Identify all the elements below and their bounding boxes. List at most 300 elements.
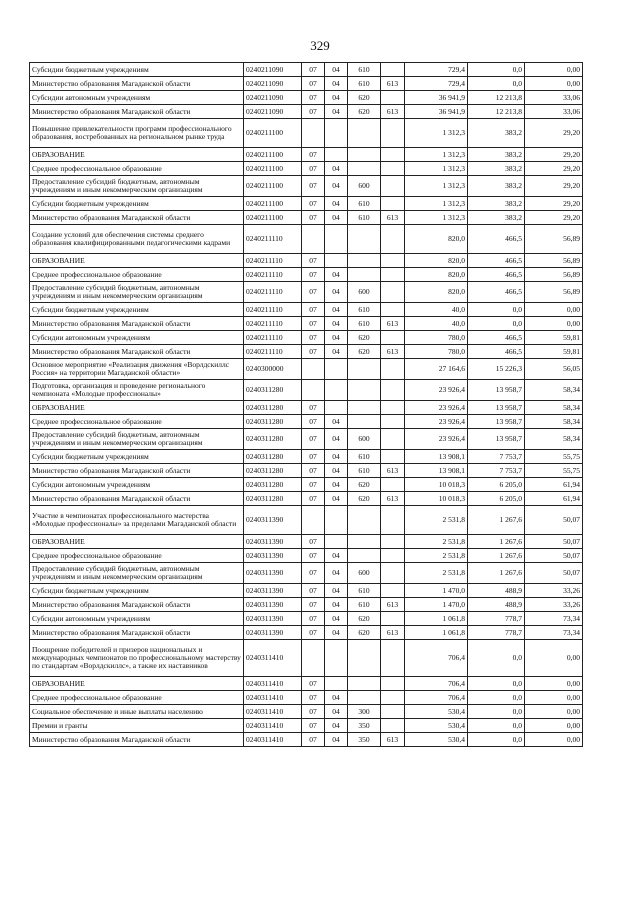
executed-amount-cell: 383,2 <box>468 197 525 211</box>
planned-amount-cell: 23 926,4 <box>405 429 468 450</box>
target-code-cell: 0240311390 <box>244 506 302 535</box>
subsection-code-cell <box>325 640 348 677</box>
expense-type-cell: 620 <box>348 345 381 359</box>
execution-percent-cell: 0,00 <box>525 705 583 719</box>
expense-type-cell <box>348 119 381 148</box>
target-code-cell: 0240211100 <box>244 162 302 176</box>
executed-amount-cell: 0,0 <box>468 677 525 691</box>
table-row <box>30 719 583 733</box>
page-number: 329 <box>310 38 330 53</box>
target-code-cell: 0240311390 <box>244 612 302 626</box>
execution-percent-cell: 50,07 <box>525 549 583 563</box>
table-row <box>30 563 583 584</box>
table-row <box>30 359 583 380</box>
administrator-code-cell <box>381 450 405 464</box>
target-code-cell: 0240311410 <box>244 705 302 719</box>
expense-type-cell: 600 <box>348 429 381 450</box>
execution-percent-cell: 56,05 <box>525 359 583 380</box>
execution-percent-cell: 56,89 <box>525 254 583 268</box>
section-code-cell: 07 <box>302 492 325 506</box>
target-code-cell: 0240311280 <box>244 380 302 401</box>
administrator-code-cell <box>381 148 405 162</box>
subsection-code-cell: 04 <box>325 464 348 478</box>
target-code-cell: 0240211100 <box>244 176 302 197</box>
executed-amount-cell: 0,0 <box>468 317 525 331</box>
execution-percent-cell: 56,89 <box>525 225 583 254</box>
item-name-cell: Субсидии автономным учреждениям <box>30 91 244 105</box>
item-name-cell: Предоставление субсидий бюджетным, автономным учреждениям и иным некоммерческим организациям <box>30 429 244 450</box>
planned-amount-cell: 820,0 <box>405 254 468 268</box>
executed-amount-cell: 466,5 <box>468 225 525 254</box>
administrator-code-cell <box>381 225 405 254</box>
item-name-cell: Повышение привлекательности программ профессионального образования, востребованных на региональном рынке труда <box>30 119 244 148</box>
section-code-cell: 07 <box>302 317 325 331</box>
item-name-cell: Министерство образования Магаданской области <box>30 733 244 747</box>
executed-amount-cell: 488,9 <box>468 584 525 598</box>
subsection-code-cell: 04 <box>325 345 348 359</box>
administrator-code-cell <box>381 640 405 677</box>
subsection-code-cell: 04 <box>325 584 348 598</box>
subsection-code-cell: 04 <box>325 176 348 197</box>
table-row <box>30 148 583 162</box>
table-row <box>30 176 583 197</box>
target-code-cell: 0240311410 <box>244 677 302 691</box>
executed-amount-cell: 15 226,3 <box>468 359 525 380</box>
executed-amount-cell: 488,9 <box>468 598 525 612</box>
planned-amount-cell: 780,0 <box>405 331 468 345</box>
executed-amount-cell: 13 958,7 <box>468 401 525 415</box>
table-row <box>30 63 583 77</box>
section-code-cell: 07 <box>302 211 325 225</box>
target-code-cell: 0240311410 <box>244 733 302 747</box>
planned-amount-cell: 1 312,3 <box>405 197 468 211</box>
target-code-cell: 0240311390 <box>244 584 302 598</box>
table-row <box>30 705 583 719</box>
table-row <box>30 733 583 747</box>
planned-amount-cell: 40,0 <box>405 303 468 317</box>
administrator-code-cell <box>381 506 405 535</box>
execution-percent-cell: 50,07 <box>525 563 583 584</box>
subsection-code-cell: 04 <box>325 705 348 719</box>
administrator-code-cell <box>381 612 405 626</box>
section-code-cell: 07 <box>302 677 325 691</box>
expense-type-cell <box>348 506 381 535</box>
subsection-code-cell: 04 <box>325 492 348 506</box>
target-code-cell: 0240311390 <box>244 626 302 640</box>
expense-type-cell <box>348 359 381 380</box>
target-code-cell: 0240211110 <box>244 331 302 345</box>
execution-percent-cell: 58,34 <box>525 429 583 450</box>
section-code-cell: 07 <box>302 691 325 705</box>
planned-amount-cell: 23 926,4 <box>405 380 468 401</box>
subsection-code-cell: 04 <box>325 211 348 225</box>
executed-amount-cell: 0,0 <box>468 691 525 705</box>
expense-type-cell: 620 <box>348 492 381 506</box>
executed-amount-cell: 0,0 <box>468 303 525 317</box>
administrator-code-cell: 613 <box>381 211 405 225</box>
section-code-cell: 07 <box>302 464 325 478</box>
executed-amount-cell: 383,2 <box>468 148 525 162</box>
subsection-code-cell: 04 <box>325 612 348 626</box>
item-name-cell: Основное мероприятие «Реализация движения «Ворлдскиллс Россия» на территории Магаданской области» <box>30 359 244 380</box>
table-row <box>30 677 583 691</box>
section-code-cell <box>302 506 325 535</box>
section-code-cell: 07 <box>302 331 325 345</box>
table-row <box>30 626 583 640</box>
planned-amount-cell: 780,0 <box>405 345 468 359</box>
executed-amount-cell: 1 267,6 <box>468 506 525 535</box>
target-code-cell: 0240311410 <box>244 719 302 733</box>
table-row <box>30 303 583 317</box>
section-code-cell: 07 <box>302 612 325 626</box>
expense-type-cell: 620 <box>348 478 381 492</box>
item-name-cell: Социальное обеспечение и иные выплаты населению <box>30 705 244 719</box>
expense-type-cell: 600 <box>348 282 381 303</box>
subsection-code-cell: 04 <box>325 691 348 705</box>
section-code-cell: 07 <box>302 549 325 563</box>
item-name-cell: Субсидии автономным учреждениям <box>30 612 244 626</box>
section-code-cell: 07 <box>302 415 325 429</box>
administrator-code-cell: 613 <box>381 733 405 747</box>
target-code-cell: 0240311280 <box>244 450 302 464</box>
target-code-cell: 0240211100 <box>244 211 302 225</box>
execution-percent-cell: 0,00 <box>525 733 583 747</box>
execution-percent-cell: 58,34 <box>525 401 583 415</box>
subsection-code-cell: 04 <box>325 77 348 91</box>
administrator-code-cell <box>381 91 405 105</box>
expense-type-cell <box>348 549 381 563</box>
planned-amount-cell: 1 312,3 <box>405 176 468 197</box>
subsection-code-cell: 04 <box>325 162 348 176</box>
table-row <box>30 450 583 464</box>
table-row <box>30 691 583 705</box>
administrator-code-cell <box>381 705 405 719</box>
table-row <box>30 535 583 549</box>
planned-amount-cell: 820,0 <box>405 268 468 282</box>
subsection-code-cell <box>325 535 348 549</box>
executed-amount-cell: 0,0 <box>468 640 525 677</box>
item-name-cell: ОБРАЗОВАНИЕ <box>30 254 244 268</box>
execution-percent-cell: 0,00 <box>525 77 583 91</box>
subsection-code-cell: 04 <box>325 598 348 612</box>
item-name-cell: Среднее профессиональное образование <box>30 549 244 563</box>
subsection-code-cell <box>325 254 348 268</box>
administrator-code-cell <box>381 549 405 563</box>
expense-type-cell <box>348 380 381 401</box>
expense-type-cell: 620 <box>348 91 381 105</box>
planned-amount-cell: 13 908,1 <box>405 450 468 464</box>
expense-type-cell <box>348 415 381 429</box>
planned-amount-cell: 729,4 <box>405 77 468 91</box>
subsection-code-cell: 04 <box>325 63 348 77</box>
table-row <box>30 492 583 506</box>
table-row <box>30 91 583 105</box>
expense-type-cell: 620 <box>348 626 381 640</box>
expense-type-cell: 610 <box>348 464 381 478</box>
item-name-cell: Поощрение победителей и призеров национальных и международных чемпионатов по профессиональному мастерству по стандартам «Ворлдскиллс», а также их наставников <box>30 640 244 677</box>
section-code-cell: 07 <box>302 63 325 77</box>
item-name-cell: Министерство образования Магаданской области <box>30 464 244 478</box>
execution-percent-cell: 56,89 <box>525 282 583 303</box>
table-row <box>30 584 583 598</box>
table-row <box>30 211 583 225</box>
subsection-code-cell <box>325 677 348 691</box>
target-code-cell: 0240211090 <box>244 63 302 77</box>
section-code-cell: 07 <box>302 105 325 119</box>
section-code-cell: 07 <box>302 254 325 268</box>
table-row <box>30 225 583 254</box>
item-name-cell: Субсидии бюджетным учреждениям <box>30 584 244 598</box>
table-row <box>30 105 583 119</box>
table-row <box>30 331 583 345</box>
execution-percent-cell: 50,07 <box>525 506 583 535</box>
item-name-cell: Субсидии бюджетным учреждениям <box>30 63 244 77</box>
expense-type-cell: 300 <box>348 705 381 719</box>
execution-percent-cell: 61,94 <box>525 492 583 506</box>
execution-percent-cell: 33,06 <box>525 105 583 119</box>
expense-type-cell <box>348 254 381 268</box>
section-code-cell: 07 <box>302 148 325 162</box>
subsection-code-cell: 04 <box>325 415 348 429</box>
administrator-code-cell <box>381 282 405 303</box>
administrator-code-cell <box>381 268 405 282</box>
subsection-code-cell: 04 <box>325 303 348 317</box>
planned-amount-cell: 1 312,3 <box>405 148 468 162</box>
subsection-code-cell <box>325 380 348 401</box>
target-code-cell: 0240311280 <box>244 492 302 506</box>
target-code-cell: 0240211100 <box>244 197 302 211</box>
section-code-cell: 07 <box>302 563 325 584</box>
subsection-code-cell <box>325 119 348 148</box>
section-code-cell: 07 <box>302 535 325 549</box>
planned-amount-cell: 1 470,0 <box>405 584 468 598</box>
planned-amount-cell: 820,0 <box>405 225 468 254</box>
target-code-cell: 0240311280 <box>244 429 302 450</box>
administrator-code-cell <box>381 63 405 77</box>
execution-percent-cell: 33,06 <box>525 91 583 105</box>
subsection-code-cell: 04 <box>325 91 348 105</box>
target-code-cell: 0240211110 <box>244 282 302 303</box>
administrator-code-cell <box>381 478 405 492</box>
executed-amount-cell: 7 753,7 <box>468 450 525 464</box>
target-code-cell: 0240211110 <box>244 317 302 331</box>
item-name-cell: Среднее профессиональное образование <box>30 268 244 282</box>
administrator-code-cell: 613 <box>381 598 405 612</box>
executed-amount-cell: 13 958,7 <box>468 380 525 401</box>
planned-amount-cell: 729,4 <box>405 63 468 77</box>
executed-amount-cell: 13 958,7 <box>468 415 525 429</box>
section-code-cell: 07 <box>302 303 325 317</box>
administrator-code-cell <box>381 584 405 598</box>
executed-amount-cell: 12 213,8 <box>468 91 525 105</box>
executed-amount-cell: 1 267,6 <box>468 535 525 549</box>
executed-amount-cell: 0,0 <box>468 733 525 747</box>
executed-amount-cell: 1 267,6 <box>468 549 525 563</box>
expense-type-cell <box>348 225 381 254</box>
administrator-code-cell <box>381 563 405 584</box>
executed-amount-cell: 1 267,6 <box>468 563 525 584</box>
execution-percent-cell: 73,34 <box>525 626 583 640</box>
subsection-code-cell <box>325 359 348 380</box>
administrator-code-cell <box>381 380 405 401</box>
table-row <box>30 464 583 478</box>
executed-amount-cell: 778,7 <box>468 626 525 640</box>
administrator-code-cell <box>381 331 405 345</box>
table-row <box>30 429 583 450</box>
planned-amount-cell: 36 941,9 <box>405 91 468 105</box>
table-row <box>30 254 583 268</box>
table-row <box>30 345 583 359</box>
subsection-code-cell: 04 <box>325 733 348 747</box>
execution-percent-cell: 61,94 <box>525 478 583 492</box>
execution-percent-cell: 0,00 <box>525 719 583 733</box>
section-code-cell <box>302 225 325 254</box>
planned-amount-cell: 530,4 <box>405 719 468 733</box>
administrator-code-cell <box>381 197 405 211</box>
section-code-cell: 07 <box>302 91 325 105</box>
section-code-cell: 07 <box>302 282 325 303</box>
item-name-cell: Министерство образования Магаданской области <box>30 211 244 225</box>
table-row <box>30 380 583 401</box>
subsection-code-cell <box>325 506 348 535</box>
item-name-cell: Субсидии автономным учреждениям <box>30 478 244 492</box>
executed-amount-cell: 7 753,7 <box>468 464 525 478</box>
table-row <box>30 401 583 415</box>
administrator-code-cell <box>381 415 405 429</box>
executed-amount-cell: 466,5 <box>468 254 525 268</box>
administrator-code-cell <box>381 677 405 691</box>
target-code-cell: 0240311280 <box>244 415 302 429</box>
expense-type-cell: 610 <box>348 317 381 331</box>
target-code-cell: 0240211110 <box>244 345 302 359</box>
expense-type-cell: 600 <box>348 563 381 584</box>
target-code-cell: 0240211110 <box>244 225 302 254</box>
subsection-code-cell <box>325 401 348 415</box>
execution-percent-cell: 0,00 <box>525 691 583 705</box>
table-row <box>30 506 583 535</box>
expense-type-cell: 610 <box>348 598 381 612</box>
section-code-cell: 07 <box>302 719 325 733</box>
table-body <box>30 63 583 747</box>
planned-amount-cell: 10 018,3 <box>405 492 468 506</box>
target-code-cell: 0240311410 <box>244 640 302 677</box>
section-code-cell <box>302 359 325 380</box>
planned-amount-cell: 1 312,3 <box>405 119 468 148</box>
subsection-code-cell <box>325 148 348 162</box>
section-code-cell: 07 <box>302 197 325 211</box>
item-name-cell: Предоставление субсидий бюджетным, автономным учреждениям и иным некоммерческим организациям <box>30 282 244 303</box>
execution-percent-cell: 29,20 <box>525 162 583 176</box>
planned-amount-cell: 2 531,8 <box>405 563 468 584</box>
item-name-cell: Участие в чемпионатах профессионального мастерства «Молодые профессионалы» за пределами Магаданской области <box>30 506 244 535</box>
expense-type-cell: 350 <box>348 733 381 747</box>
expense-type-cell: 620 <box>348 105 381 119</box>
execution-percent-cell: 33,26 <box>525 598 583 612</box>
planned-amount-cell: 1 061,8 <box>405 626 468 640</box>
executed-amount-cell: 0,0 <box>468 77 525 91</box>
target-code-cell: 0240211100 <box>244 148 302 162</box>
execution-percent-cell: 0,00 <box>525 677 583 691</box>
expense-type-cell: 620 <box>348 331 381 345</box>
target-code-cell: 0240211110 <box>244 303 302 317</box>
table-row <box>30 268 583 282</box>
executed-amount-cell: 383,2 <box>468 211 525 225</box>
executed-amount-cell: 778,7 <box>468 612 525 626</box>
item-name-cell: Министерство образования Магаданской области <box>30 317 244 331</box>
item-name-cell: Министерство образования Магаданской области <box>30 598 244 612</box>
execution-percent-cell: 0,00 <box>525 640 583 677</box>
subsection-code-cell: 04 <box>325 626 348 640</box>
section-code-cell: 07 <box>302 162 325 176</box>
administrator-code-cell <box>381 176 405 197</box>
item-name-cell: Министерство образования Магаданской области <box>30 492 244 506</box>
item-name-cell: Создание условий для обеспечения системы среднего образования квалифицированными педагогическими кадрами <box>30 225 244 254</box>
subsection-code-cell <box>325 225 348 254</box>
administrator-code-cell <box>381 119 405 148</box>
section-code-cell <box>302 380 325 401</box>
target-code-cell: 0240211100 <box>244 119 302 148</box>
expense-type-cell: 610 <box>348 77 381 91</box>
administrator-code-cell <box>381 691 405 705</box>
executed-amount-cell: 466,5 <box>468 345 525 359</box>
administrator-code-cell <box>381 254 405 268</box>
table-row <box>30 282 583 303</box>
expense-type-cell: 610 <box>348 303 381 317</box>
item-name-cell: Подготовка, организация и проведение регионального чемпионата «Молодые профессионалы» <box>30 380 244 401</box>
item-name-cell: Премии и гранты <box>30 719 244 733</box>
administrator-code-cell <box>381 535 405 549</box>
administrator-code-cell <box>381 401 405 415</box>
administrator-code-cell <box>381 162 405 176</box>
administrator-code-cell <box>381 719 405 733</box>
executed-amount-cell: 383,2 <box>468 176 525 197</box>
table-row <box>30 640 583 677</box>
section-code-cell: 07 <box>302 268 325 282</box>
table-row <box>30 317 583 331</box>
target-code-cell: 0240211090 <box>244 77 302 91</box>
planned-amount-cell: 36 941,9 <box>405 105 468 119</box>
expense-type-cell: 610 <box>348 584 381 598</box>
execution-percent-cell: 0,00 <box>525 303 583 317</box>
execution-percent-cell: 56,89 <box>525 268 583 282</box>
administrator-code-cell <box>381 429 405 450</box>
item-name-cell: ОБРАЗОВАНИЕ <box>30 148 244 162</box>
executed-amount-cell: 466,5 <box>468 282 525 303</box>
executed-amount-cell: 6 205,0 <box>468 492 525 506</box>
execution-percent-cell: 29,20 <box>525 176 583 197</box>
planned-amount-cell: 27 164,6 <box>405 359 468 380</box>
item-name-cell: Предоставление субсидий бюджетным, автономным учреждениям и иным некоммерческим организациям <box>30 176 244 197</box>
table-row <box>30 77 583 91</box>
execution-percent-cell: 33,26 <box>525 584 583 598</box>
execution-percent-cell: 29,20 <box>525 197 583 211</box>
expense-type-cell: 610 <box>348 211 381 225</box>
subsection-code-cell: 04 <box>325 282 348 303</box>
item-name-cell: Министерство образования Магаданской области <box>30 105 244 119</box>
subsection-code-cell: 04 <box>325 268 348 282</box>
execution-percent-cell: 55,75 <box>525 450 583 464</box>
expense-type-cell <box>348 148 381 162</box>
target-code-cell: 0240211110 <box>244 254 302 268</box>
execution-percent-cell: 59,81 <box>525 345 583 359</box>
item-name-cell: Предоставление субсидий бюджетным, автономным учреждениям и иным некоммерческим организациям <box>30 563 244 584</box>
table-row <box>30 415 583 429</box>
expense-type-cell: 610 <box>348 450 381 464</box>
execution-percent-cell: 73,34 <box>525 612 583 626</box>
table-row <box>30 549 583 563</box>
planned-amount-cell: 1 312,3 <box>405 162 468 176</box>
planned-amount-cell: 1 470,0 <box>405 598 468 612</box>
